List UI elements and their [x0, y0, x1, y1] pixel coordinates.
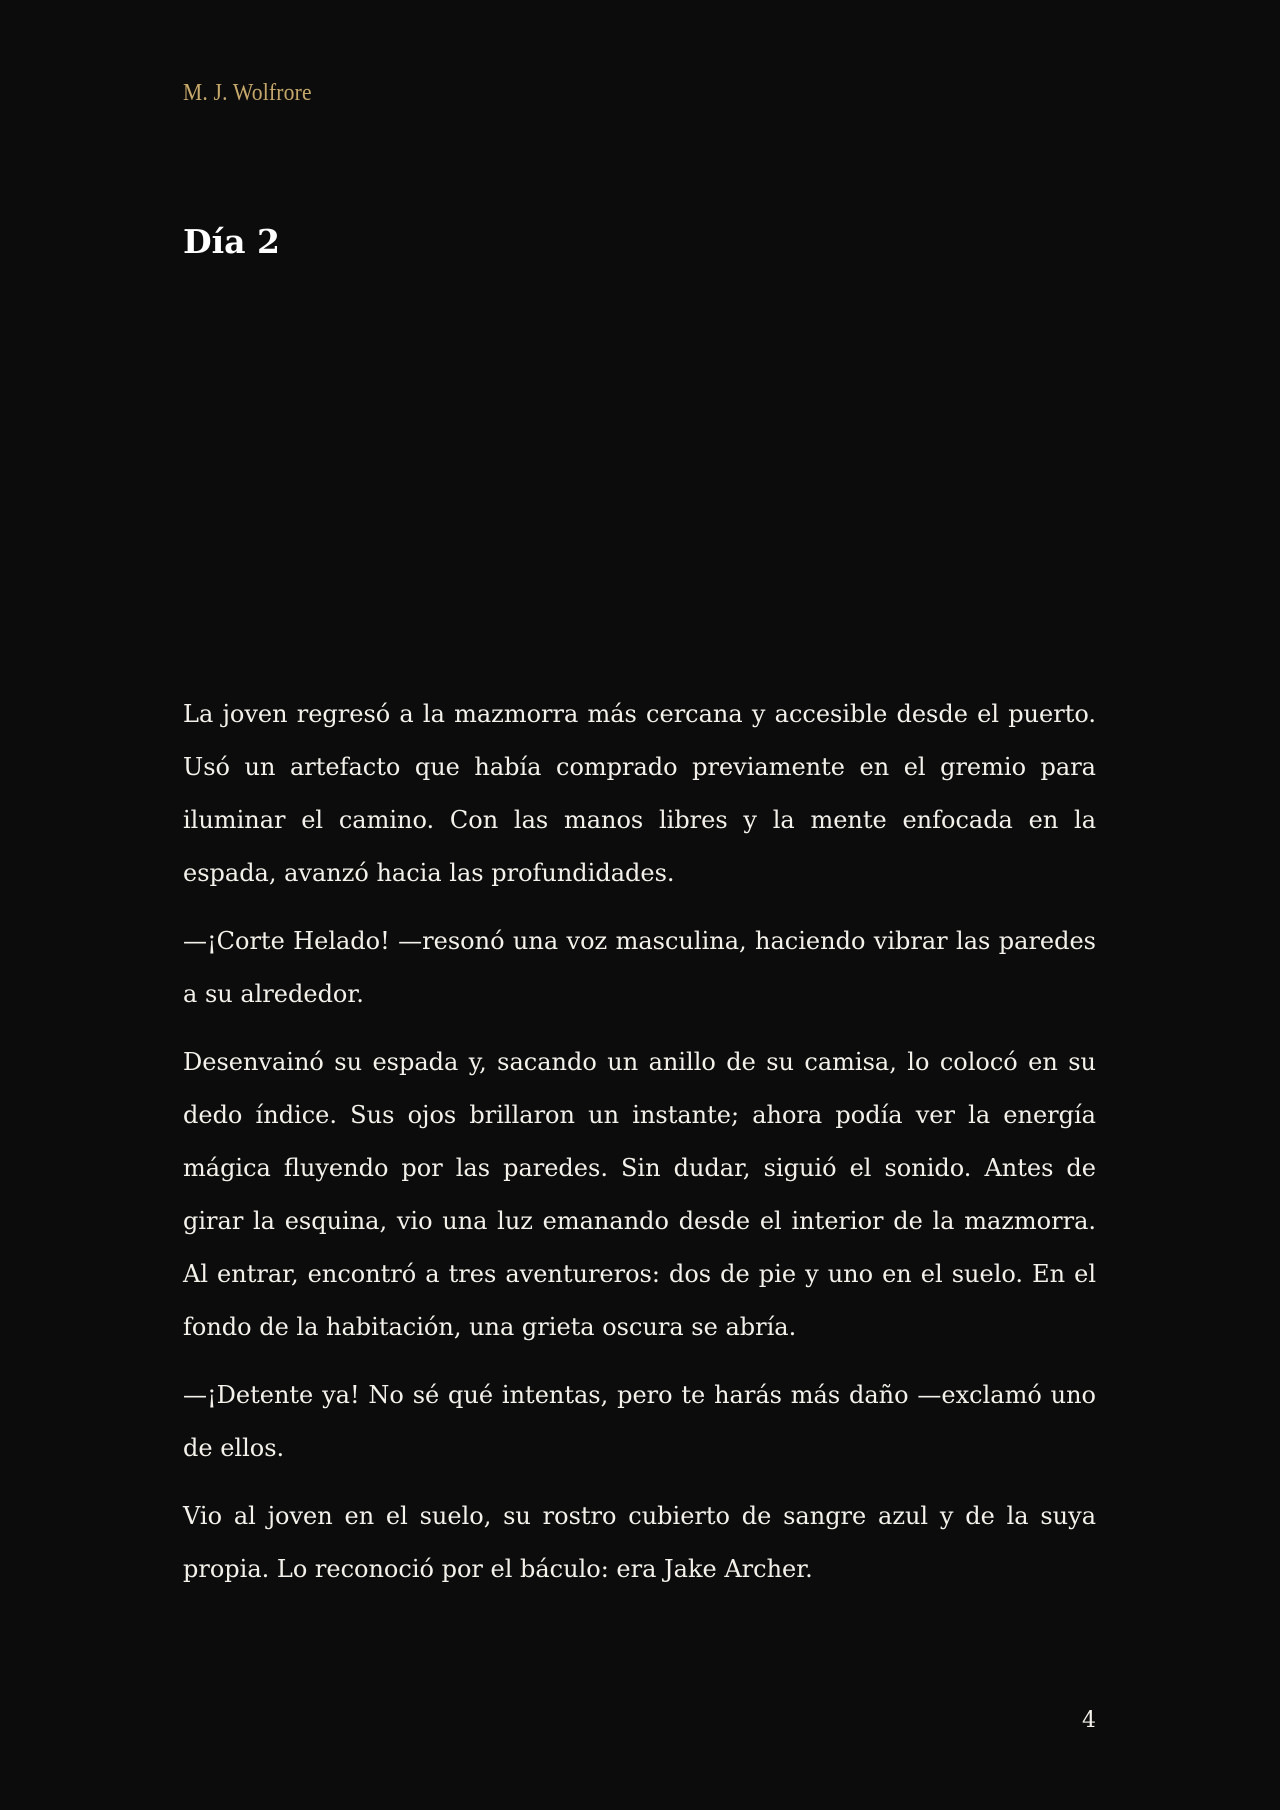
paragraph: La joven regresó a la mazmorra más cercana y accesible desde el puerto. Usó un artefacto que había comprado previamente en el gremio para iluminar el camino. Con las manos libres y la mente enfocada en la espada, avanzó hacia las profundidades. [183, 700, 1096, 887]
running-header-author: M. J. Wolfrore [183, 80, 312, 106]
chapter-title: Día 2 [183, 222, 280, 261]
paragraph: —¡Corte Helado! —resonó una voz masculina, haciendo vibrar las paredes a su alrededor. [183, 927, 1096, 1008]
page-number: 4 [1082, 1708, 1096, 1733]
chapter-body [183, 688, 1096, 1611]
paragraph: Desenvainó su espada y, sacando un anillo de su camisa, lo colocó en su dedo índice. Sus ojos brillaron un instante; ahora podía ver la energía mágica fluyendo por las paredes. Sin dudar, siguió el sonido. Antes de girar la esquina, vio una luz emanando desde el interior de la mazmorra. Al entrar, encontró a tres aventureros: dos de pie y uno en el suelo. En el fondo de la habitación, una grieta oscura se abría. [183, 1048, 1096, 1341]
paragraph: Vio al joven en el suelo, su rostro cubierto de sangre azul y de la suya propia. Lo reconoció por el báculo: era Jake Archer. [183, 1502, 1096, 1583]
paragraph: —¡Detente ya! No sé qué intentas, pero te harás más daño —exclamó uno de ellos. [183, 1381, 1096, 1462]
